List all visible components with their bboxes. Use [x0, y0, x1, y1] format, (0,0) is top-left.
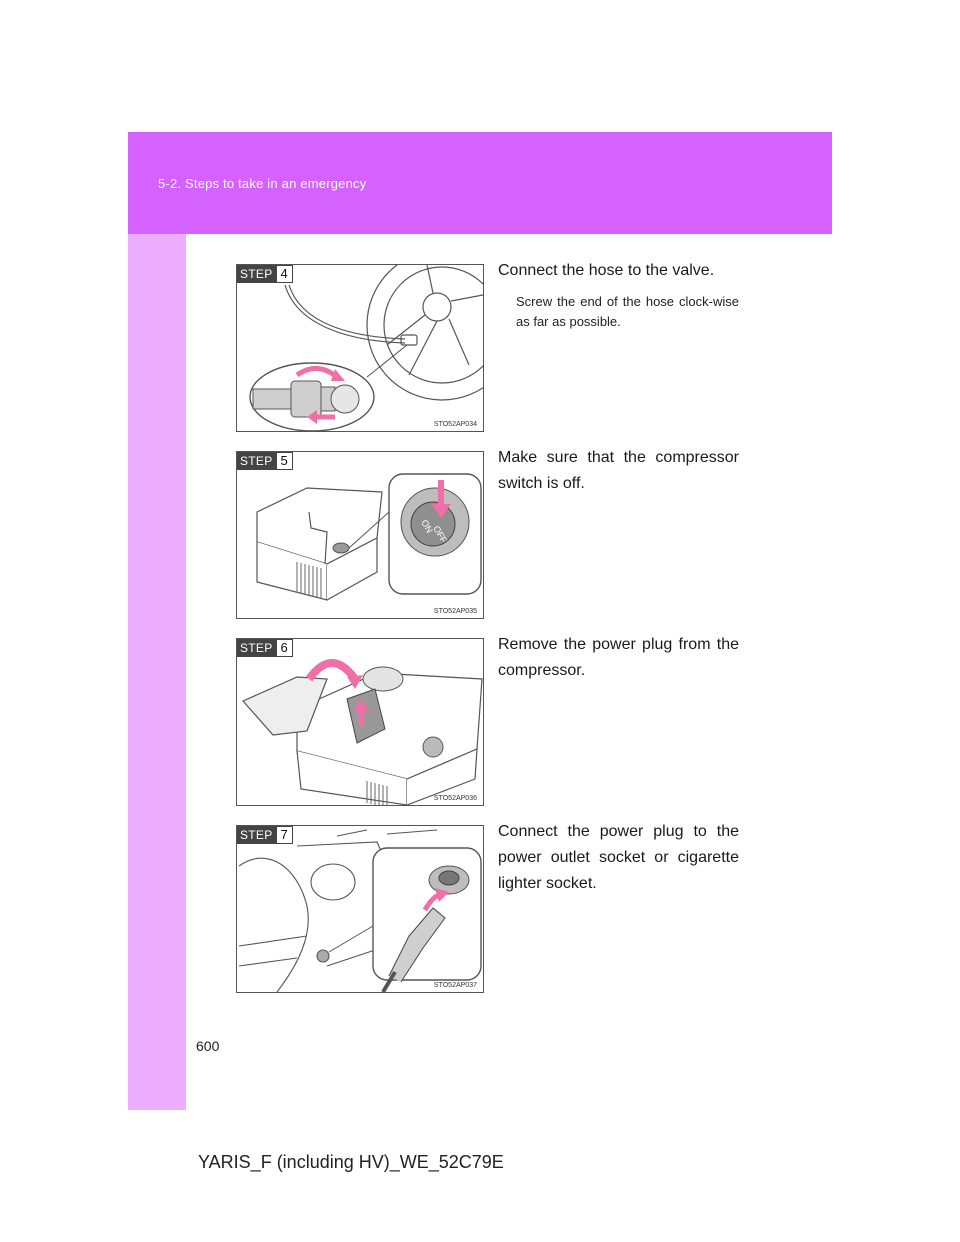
- step-number: 6: [276, 639, 293, 657]
- step-number: 4: [276, 265, 293, 283]
- section-title: 5-2. Steps to take in an emergency: [158, 176, 367, 191]
- figure-step-4: [236, 264, 484, 432]
- figure-step-5: [236, 451, 484, 619]
- figure-code: STO52AP034: [433, 421, 477, 428]
- step-badge: [237, 265, 293, 283]
- figure-code: STO52AP035: [433, 608, 477, 615]
- step-label: STEP: [237, 265, 276, 283]
- side-strip: [128, 234, 186, 1110]
- step-number: 5: [276, 452, 293, 470]
- page-number: 600: [196, 1038, 220, 1054]
- power-socket-illustration: [237, 826, 484, 993]
- step-6-instruction: Remove the power plug from the compressor.: [498, 636, 739, 679]
- figure-code: STO52AP036: [433, 795, 477, 802]
- step-badge: [237, 639, 293, 657]
- switch-off-label: OFF: [431, 524, 449, 545]
- switch-on-label: ON: [419, 518, 435, 535]
- step-4-instruction: Connect the hose to the valve.: [498, 262, 715, 279]
- compressor-illustration: [237, 452, 484, 619]
- step-label: STEP: [237, 639, 276, 657]
- step-number: 7: [276, 826, 293, 844]
- figure-step-7: [236, 825, 484, 993]
- footer-document-code: YARIS_F (including HV)_WE_52C79E: [198, 1152, 504, 1172]
- step-badge: [237, 452, 293, 470]
- tire-valve-illustration: [237, 265, 484, 432]
- figure-step-6: [236, 638, 484, 806]
- step-label: STEP: [237, 826, 276, 844]
- step-7-instruction: Connect the power plug to the power outlet socket or cigarette lighter socket.: [498, 823, 739, 892]
- step-5-instruction: Make sure that the compressor switch is off.: [498, 449, 739, 492]
- step-badge: [237, 826, 293, 844]
- step-label: STEP: [237, 452, 276, 470]
- figure-code: STO52AP037: [433, 982, 477, 989]
- compressor-open-illustration: [237, 639, 484, 806]
- step-4-note: Screw the end of the hose clock-wise as far as possible.: [516, 294, 739, 329]
